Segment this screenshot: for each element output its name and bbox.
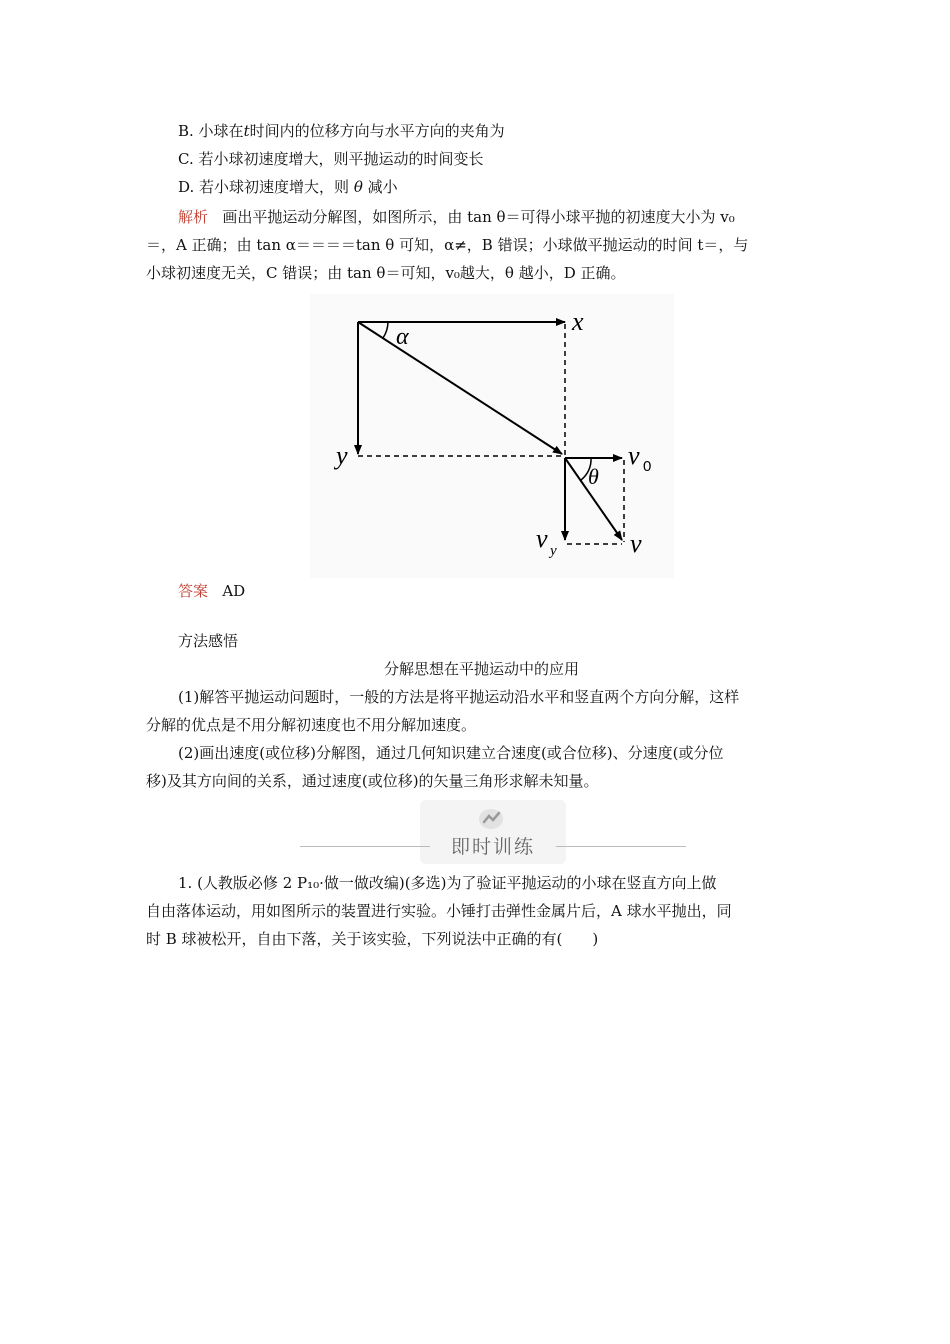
alpha-arc xyxy=(383,322,388,338)
answer-label: 答案 xyxy=(178,582,209,600)
answer-value: AD xyxy=(222,582,246,600)
label-vy-sub: y xyxy=(550,543,557,559)
label-y: y xyxy=(336,441,348,470)
analysis-line-2: ＝，A 正确；由 tan α＝＝＝＝tan θ 可知，α≠，B 错误；小球做平抛运动的时间 t＝，与 xyxy=(146,236,749,254)
option-d-suffix: 减小 xyxy=(367,178,398,196)
figure-svg xyxy=(310,294,674,578)
training-logo-icon xyxy=(476,806,506,832)
option-c: C. 若小球初速度增大，则平抛运动的时间变长 xyxy=(178,150,484,168)
label-alpha: α xyxy=(396,324,409,350)
banner-title: 即时训练 xyxy=(450,836,535,858)
answer-line xyxy=(178,580,245,602)
option-d xyxy=(178,176,398,198)
label-vy: v xyxy=(536,524,548,553)
option-d-var: θ xyxy=(353,178,363,196)
question1-line1: 1. (人教版必修 2 P₁₀·做一做改编)(多选)为了验证平抛运动的小球在竖直方向上做 xyxy=(178,874,717,892)
label-x: x xyxy=(572,307,584,336)
label-v0: v xyxy=(628,441,640,470)
method-heading: 方法感悟 xyxy=(178,632,239,650)
method-p1-line2: 分解的优点是不用分解初速度也不用分解加速度。 xyxy=(146,716,477,734)
analysis-label: 解析 xyxy=(178,208,209,226)
method-p1-line1: (1)解答平抛运动问题时，一般的方法是将平抛运动沿水平和竖直两个方向分解，这样 xyxy=(178,688,740,706)
projectile-decomposition-figure xyxy=(310,294,674,578)
option-b-var: t xyxy=(243,122,250,140)
analysis-text-1: 画出平抛运动分解图，如图所示，由 tan θ＝可得小球平抛的初速度大小为 v₀ xyxy=(222,208,735,226)
label-v0-sub: 0 xyxy=(643,458,652,475)
method-p2-line1: (2)画出速度(或位移)分解图，通过几何知识建立合速度(或合位移)、分速度(或分位 xyxy=(178,744,724,762)
option-d-prefix: D. 若小球初速度增大，则 xyxy=(178,178,350,196)
option-b xyxy=(178,120,505,142)
question1-line2: 自由落体运动，用如图所示的装置进行实验。小锤打击弹性金属片后，A 球水平抛出，同 xyxy=(146,902,732,920)
section-banner xyxy=(300,800,686,864)
method-title: 分解思想在平抛运动中的应用 xyxy=(384,660,580,678)
label-theta: θ xyxy=(588,464,599,489)
displacement-arrow xyxy=(358,322,562,454)
label-v: v xyxy=(630,529,642,558)
option-b-suffix: 时间内的位移方向与水平方向的夹角为 xyxy=(249,122,505,140)
analysis-line-3: 小球初速度无关，C 错误；由 tan θ＝可知，v₀越大，θ 越小，D 正确。 xyxy=(146,264,626,282)
analysis-line-1 xyxy=(178,206,735,228)
method-p2-line2: 移)及其方向间的关系，通过速度(或位移)的矢量三角形求解未知量。 xyxy=(146,772,599,790)
option-b-prefix: B. 小球在 xyxy=(178,122,244,140)
question1-line3: 时 B 球被松开，自由下落，关于该实验，下列说法中正确的有( ) xyxy=(146,930,599,948)
